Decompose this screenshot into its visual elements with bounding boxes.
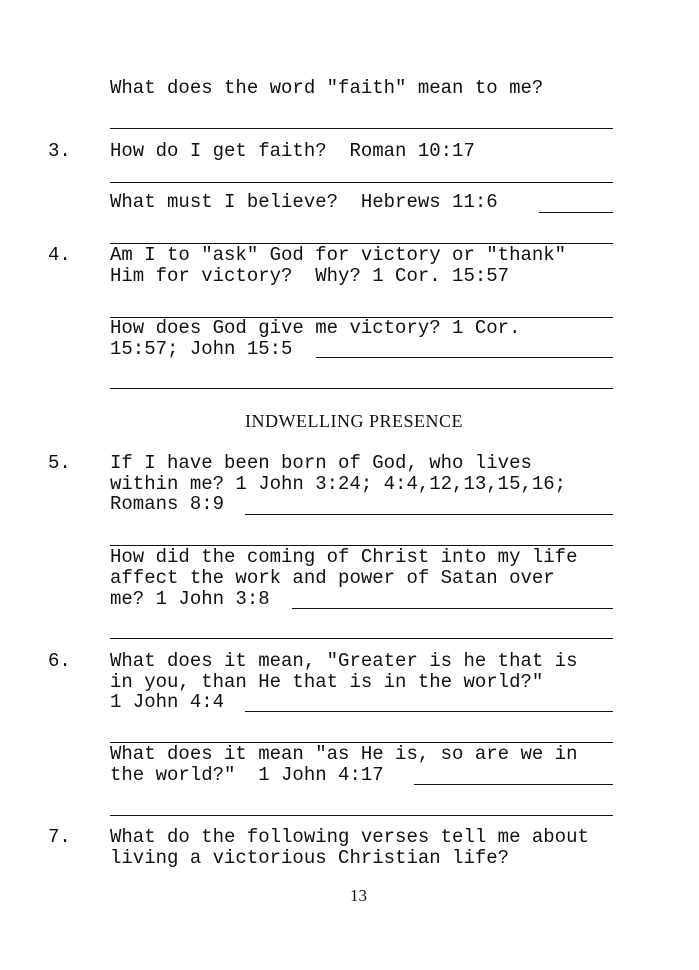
question-6b-line1: What does it mean "as He is, so are we in (110, 743, 578, 765)
answer-line[interactable] (110, 128, 613, 129)
section-heading: INDWELLING PRESENCE (245, 411, 463, 431)
question-number-3: 3. (48, 140, 71, 162)
question-4b-line1: How does God give me victory? 1 Cor. (110, 317, 521, 339)
answer-line[interactable] (110, 388, 613, 389)
question-faith-meaning: What does the word "faith" mean to me? (110, 77, 544, 99)
answer-line[interactable] (316, 357, 613, 358)
question-5a-line1: If I have been born of God, who lives (110, 452, 532, 474)
question-4a-line1: Am I to "ask" God for victory or "thank" (110, 244, 567, 266)
question-5a-line2: within me? 1 John 3:24; 4:4,12,13,15,16; (110, 473, 567, 495)
question-6a-line1: What does it mean, "Greater is he that is (110, 650, 578, 672)
answer-line[interactable] (110, 182, 613, 183)
answer-line[interactable] (539, 212, 613, 213)
question-number-5: 5. (48, 452, 71, 474)
question-7a-line2: living a victorious Christian life? (110, 847, 510, 869)
answer-line[interactable] (292, 608, 613, 609)
answer-line[interactable] (110, 638, 613, 639)
question-3a: How do I get faith? Roman 10:17 (110, 140, 475, 162)
question-5b-line3: me? 1 John 3:8 (110, 588, 270, 610)
question-number-7: 7. (48, 826, 71, 848)
question-6a-line3: 1 John 4:4 (110, 691, 225, 713)
question-5a-line3: Romans 8:9 (110, 493, 225, 515)
answer-line[interactable] (245, 514, 613, 515)
question-number-6: 6. (48, 650, 71, 672)
question-6b-line2: the world?" 1 John 4:17 (110, 764, 384, 786)
answer-line[interactable] (110, 815, 613, 816)
question-number-4: 4. (48, 244, 71, 266)
answer-line[interactable] (245, 711, 613, 712)
question-5b-line1: How did the coming of Christ into my life (110, 546, 578, 568)
question-4b-line2: 15:57; John 15:5 (110, 338, 293, 360)
question-5b-line2: affect the work and power of Satan over (110, 567, 555, 589)
answer-line[interactable] (414, 784, 613, 785)
question-7a-line1: What do the following verses tell me about (110, 826, 589, 848)
question-4a-line2: Him for victory? Why? 1 Cor. 15:57 (110, 265, 510, 287)
question-3b: What must I believe? Hebrews 11:6 (110, 191, 498, 213)
page-number: 13 (350, 886, 367, 905)
question-6a-line2: in you, than He that is in the world?" (110, 671, 544, 693)
